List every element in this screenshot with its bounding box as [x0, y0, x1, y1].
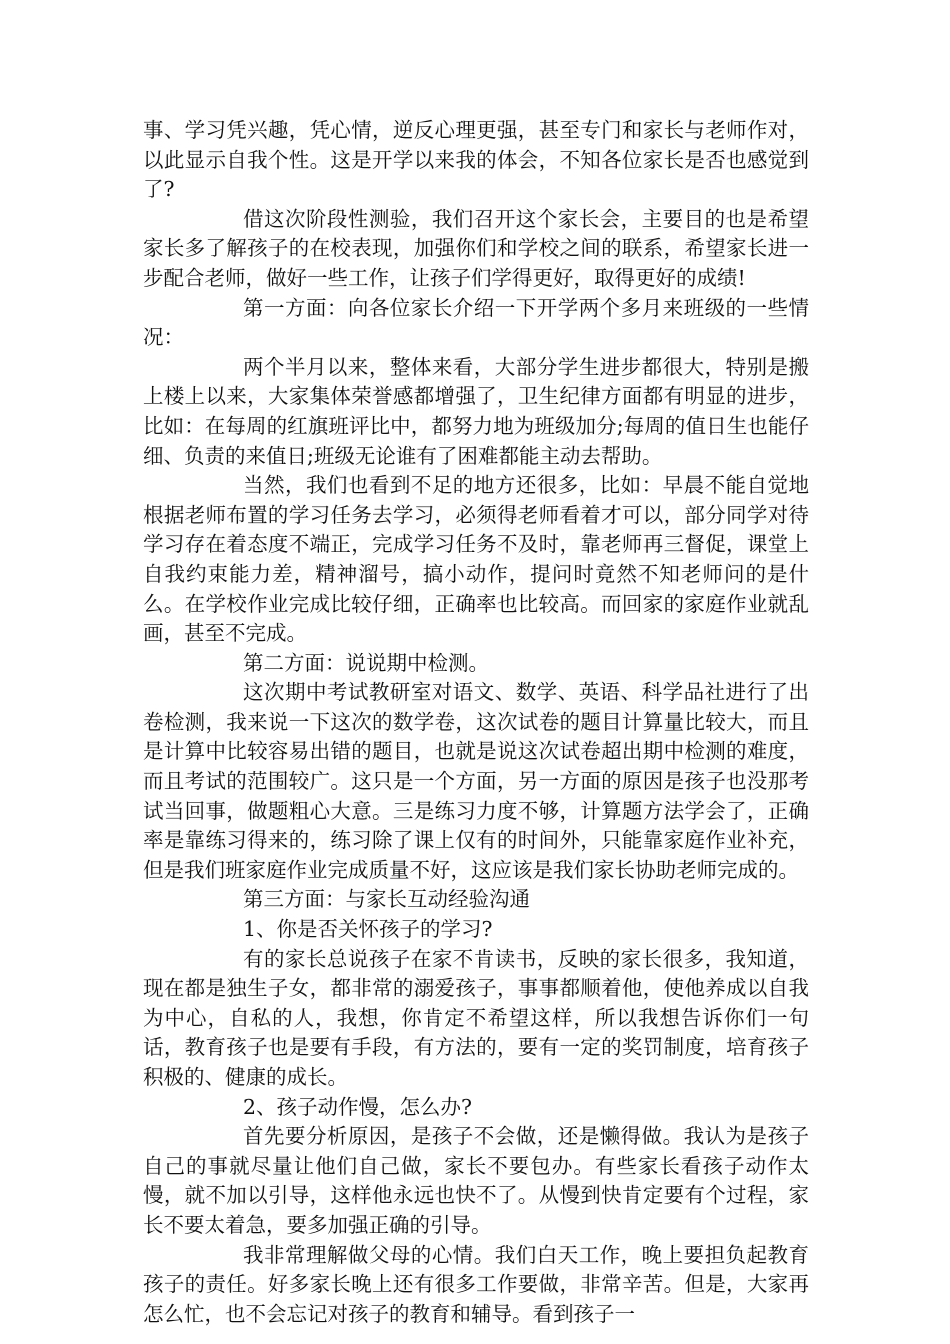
paragraph-2: 借这次阶段性测验，我们召开这个家长会，主要目的也是希望家长多了解孩子的在校表现，加强你们和学校之间的联系，希望家长进一步配合老师，做好一些工作，让孩子们学得更好，取得更好的成绩!: [143, 206, 809, 290]
paragraph-12: 首先要分析原因，是孩子不会做，还是懒得做。我认为是孩子自己的事就尽量让他们自己做，家长不要包办。有些家长看孩子动作太慢，就不加以引导，这样他永远也快不了。从慢到快肯定要有个过程，家长不要太着急，要多加强正确的引导。: [143, 1124, 809, 1237]
question-1: 1、你是否关怀孩子的学习?: [243, 917, 493, 942]
paragraph-7: 这次期中考试教研室对语文、数学、英语、科学品社进行了出卷检测，我来说一下这次的数学卷，这次试卷的题目计算量比较大，而且是计算中比较容易出错的题目，也就是说这次试卷超出期中检测的难度，而且考试的范围较广。这只是一个方面，另一方面的原因是孩子也没那考试当回事，做题粗心大意。三是练习力度不够，计算题方法学会了，正确率是靠练习得来的，练习除了课上仅有的时间外，只能靠家庭作业补充，但是我们班家庭作业完成质量不好，这应该是我们家长协助老师完成的。: [143, 680, 809, 882]
paragraph-10: 有的家长总说孩子在家不肯读书，反映的家长很多，我知道，现在都是独生子女，都非常的溺爱孩子，事事都顺着他，使他养成以自我为中心，自私的人，我想，你肯定不希望这样，所以我想告诉你们一句话，教育孩子也是要有手段，有方法的，要有一定的奖罚制度，培育孩子积极的、健康的成长。: [143, 946, 809, 1089]
section-heading-2: 第二方面：说说期中检测。: [243, 650, 489, 675]
section-heading-3: 第三方面：与家长互动经验沟通: [243, 887, 530, 912]
paragraph-4: 两个半月以来，整体来看，大部分学生进步都很大，特别是搬上楼上以来，大家集体荣誉感都增强了，卫生纪律方面都有明显的进步，比如：在每周的红旗班评比中，都努力地为班级加分;每周的值日生也能仔细、负责的来值日;班级无论谁有了困难都能主动去帮助。: [143, 354, 809, 468]
document-page: [143, 116, 809, 1329]
paragraph-5: 当然，我们也看到不足的地方还很多，比如：早晨不能自觉地根据老师布置的学习任务去学习，必须得老师看着才可以，部分同学对待学习存在着态度不端正，完成学习任务不及时，靠老师再三督促，课堂上自我约束能力差，精神溜号，搞小动作，提问时竟然不知老师问的是什么。在学校作业完成比较仔细，正确率也比较高。而回家的家庭作业就乱画，甚至不完成。: [143, 473, 809, 646]
section-heading-1: 第一方面：向各位家长介绍一下开学两个多月来班级的一些情况：: [143, 295, 809, 350]
question-2: 2、孩子动作慢，怎么办?: [243, 1094, 473, 1119]
paragraph-13: 我非常理解做父母的心情。我们白天工作，晚上要担负起教育孩子的责任。好多家长晚上还有很多工作要做，非常辛苦。但是，大家再怎么忙，也不会忘记对孩子的教育和辅导。看到孩子一: [143, 1242, 809, 1326]
paragraph-1: 事、学习凭兴趣，凭心情，逆反心理更强，甚至专门和家长与老师作对，以此显示自我个性。这是开学以来我的体会，不知各位家长是否也感觉到了?: [143, 118, 809, 202]
